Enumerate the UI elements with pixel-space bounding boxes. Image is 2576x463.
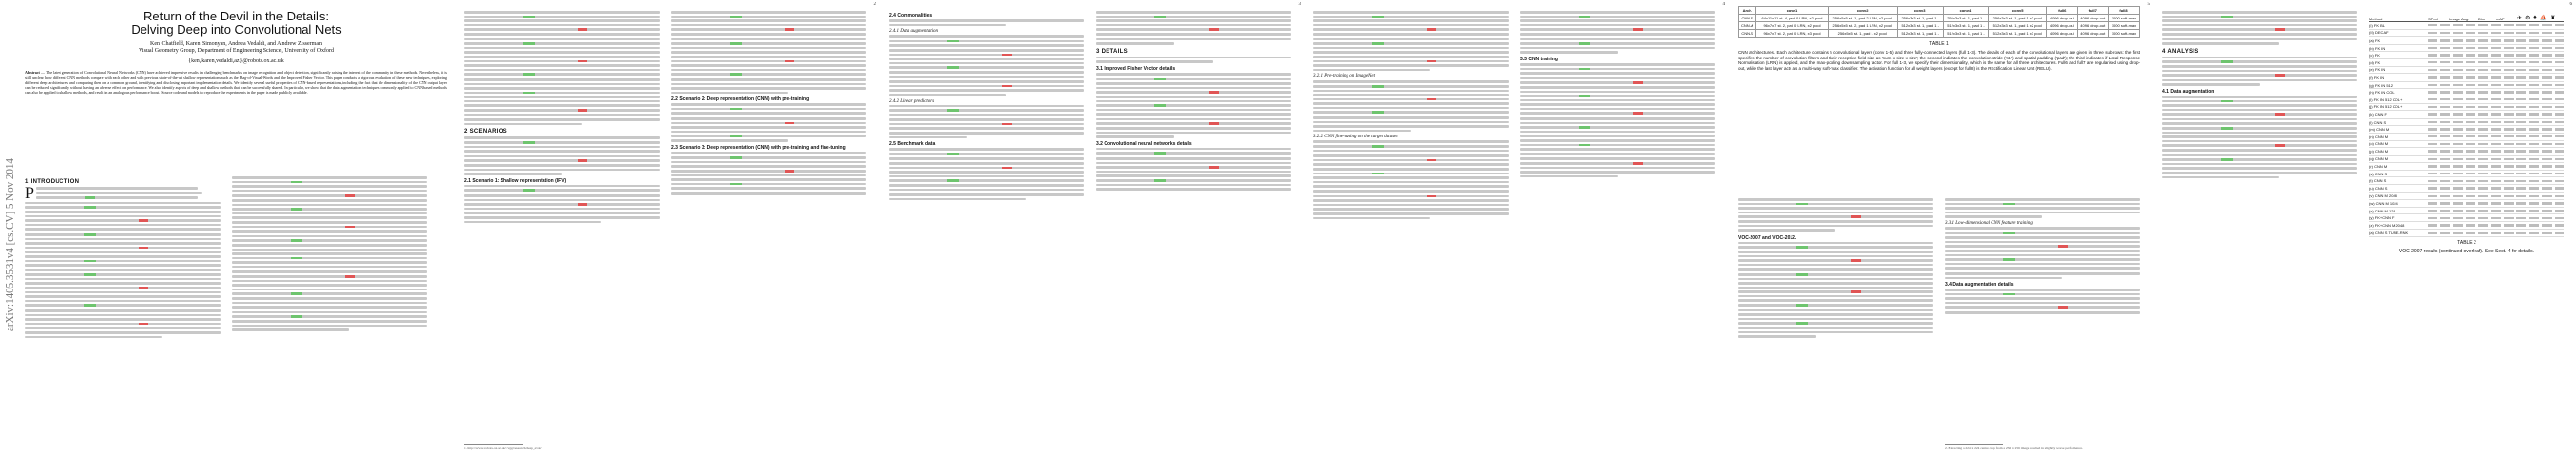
abstract: Abstract — The latest generation of Convolutional Neural Networks (CNN) have achieved impressive results in challenging benchmarks on image recognition and object detection, significantly raising the interest of the community in these methods. Nevertheless, it is still unclear how different CNN methods compare with each other and with previous state-of-the-art shallow representations such as the Bag-of-Visual-Words and the Improved Fisher Vector. This paper conducts a rigorous evaluation of these new techniques, exploring different deep architectures and comparing them on a common ground, identifying and disclosing important implementation details. We identify several useful properties of CNN-based representations, including the fact that the dimensionality of the CNN output layer can be reduced significantly without having an adverse effect on performance. We also identify aspects of deep and shallow methods that can be successfully shared. In particular, we show that the data augmentation techniques commonly applied to CNN-based methods can also be applied to shallow methods, and result in an analogous performance boost. Source code and models to reproduce the experiments in the paper is made publicly available.	[25, 70, 447, 95]
table-row	[2369, 104, 2564, 112]
table-cell: 512x3x3 st. 1, pad 1 x3 pool	[1989, 30, 2047, 38]
table-header: conv1	[1756, 7, 1828, 15]
result-cells	[2428, 106, 2564, 108]
result-cells	[2428, 54, 2564, 56]
arxiv-stamp	[4, 146, 18, 331]
result-cells	[2428, 165, 2564, 167]
method-label: (II) DECAF	[2369, 30, 2389, 36]
table-row	[2369, 163, 2564, 171]
text-block	[889, 105, 1084, 139]
text-block	[889, 35, 1084, 96]
table-header: full6	[2047, 7, 2077, 15]
result-cells	[2428, 98, 2564, 100]
table-cell: 1000 soft-max	[2108, 30, 2139, 38]
text-block	[2162, 57, 2357, 86]
table-cell: 4096 drop-out	[2047, 22, 2077, 30]
section-low-dim-cnn: 3.3.1 Low-dimensional CNN feature training	[1945, 220, 2033, 226]
title-line-2: Delving Deep into Convolutional Nets	[131, 22, 342, 37]
table-row	[2369, 185, 2564, 193]
table-row	[2369, 74, 2564, 82]
p3-col-right	[1096, 10, 1291, 194]
paper-title	[25, 10, 447, 37]
section-introduction: 1 INTRODUCTION	[25, 179, 80, 185]
table-row	[2369, 222, 2564, 230]
authors: Ken Chatfield, Karen Simonyan, Andrea Vedaldi, and Andrew Zisserman	[149, 41, 322, 47]
bicycle-icon: ⚙	[2525, 16, 2531, 21]
section-cnn-training: 3.3 CNN training	[1520, 56, 1558, 62]
method-label: (k) CNN F	[2369, 111, 2387, 117]
result-cells	[2428, 128, 2564, 130]
page-1	[20, 2, 454, 458]
table-body	[2369, 22, 2564, 254]
section-pretraining: 3.2.1 Pre-training on ImageNet	[1313, 74, 1376, 80]
table-2-label: TABLE 2	[2457, 240, 2476, 247]
table-header: conv3	[1897, 7, 1943, 15]
table-cell: 4096 drop-out	[2077, 30, 2108, 38]
method-label: (r) CNN M	[2369, 164, 2388, 170]
email: {ken,karen,vedaldi,az}@robots.ox.ac.uk	[188, 58, 284, 64]
text-block	[671, 103, 866, 141]
footnote-1: 1. http://www.robots.ox.ac.uk/~vgg/research/deep_eval/	[464, 446, 542, 450]
section-analysis: 4 ANALYSIS	[2162, 48, 2199, 55]
table-row	[2369, 22, 2564, 30]
table-row	[2369, 59, 2564, 67]
result-cells	[2428, 195, 2564, 197]
text-block	[889, 148, 1084, 200]
table-row	[2369, 45, 2564, 53]
footnote	[464, 444, 660, 451]
table-row	[2369, 82, 2564, 90]
table-2-caption: VOC 2007 results (continued overleaf). See Sect. 4 for details.	[2398, 249, 2535, 255]
text-block	[1945, 198, 2140, 218]
table-row	[2369, 193, 2564, 201]
page-5	[1732, 2, 2152, 458]
abstract-text: The latest generation of Convolutional Neural Networks (CNN) have achieved impressive results in challenging benchmarks on image recognition and object detection, significantly raising the interest of the community in these methods. Nevertheless, it is still unclear how different CNN methods compare with each other and with previous state-of-the-art shallow representations such as the Bag-of-Visual-Words and the Improved Fisher Vector. This paper conducts a rigorous evaluation of these new techniques, exploring different deep architectures and comparing them on a common ground, identifying and disclosing important implementation details. We identify several useful properties of CNN-based representations, including the fact that the dimensionality of the CNN output layer can be reduced significantly without having an adverse effect on performance. We also identify aspects of deep and shallow methods that can be successfully shared. In particular, we show that the data augmentation techniques commonly applied to CNN-based methods can also be applied to shallow methods, and result in an analogous performance boost. Source code and models to reproduce the experiments in the paper is made publicly available.	[25, 70, 447, 95]
table-cell: 512x3x3 st. 1, pad 1 -	[1897, 22, 1943, 30]
p4-col-left	[1313, 10, 1509, 222]
table-row	[2369, 141, 2564, 149]
text-block	[25, 202, 221, 338]
text-block	[1096, 11, 1291, 45]
p2-col-right	[671, 10, 866, 198]
p4-col-right	[1520, 10, 1715, 180]
page-number: 2	[873, 2, 876, 7]
section-linear-predictors: 2.4.2 Linear predictors	[889, 98, 935, 104]
table-cell: CNN-M	[1739, 22, 1756, 30]
section-data-aug-details: 3.4 Data augmentation details	[1945, 282, 2014, 289]
table-cell: 4096 drop-out	[2047, 30, 2077, 38]
table-cell: 256x3x3 st. 1, pad 1 -	[1943, 15, 1989, 22]
p2-col-left	[464, 10, 660, 226]
class-icons	[2517, 15, 2555, 21]
text-block	[671, 11, 866, 94]
table-header-row	[1739, 7, 2140, 15]
table-cell: 4096 drop-out	[2077, 15, 2108, 22]
section-scenario-1: 2.1 Scenario 1: Shallow representation (IFV)	[464, 177, 567, 184]
bottle-icon: ♜	[2550, 16, 2556, 21]
table-header: Dim	[2478, 17, 2486, 21]
table-cell: 512x3x3 st. 1, pad 1 x2 pool	[1989, 22, 2047, 30]
table-cell: 96x7x7 st. 2, pad 0 LRN, x3 pool	[1756, 30, 1828, 38]
result-cells	[2428, 150, 2564, 152]
result-cells	[2428, 47, 2564, 49]
table-cell: 1000 soft-max	[2108, 22, 2139, 30]
text-block	[464, 185, 660, 223]
result-cells	[2428, 232, 2564, 234]
method-label: (t) CNN S	[2369, 178, 2387, 184]
text-block	[1520, 11, 1715, 54]
text-block	[1313, 11, 1509, 71]
bird-icon: ♠	[2533, 15, 2537, 20]
text-block	[1945, 289, 2140, 314]
p1-col-left	[25, 175, 221, 341]
table-cell: 64x11x11 st. 4, pad 0 LRN, x2 pool	[1756, 15, 1828, 22]
result-cells	[2428, 143, 2564, 145]
table-row	[2369, 230, 2564, 238]
table-1	[1738, 6, 2140, 74]
text-block	[2162, 96, 2357, 178]
method-label: (w) CNN M 1024	[2369, 201, 2398, 207]
page-number: 4	[1722, 2, 1725, 7]
result-cells	[2428, 173, 2564, 174]
footnote	[1945, 444, 2140, 451]
table-row	[2369, 134, 2564, 141]
table-cell: 256x5x5 st. 1, pad 1 x2 pool	[1828, 30, 1897, 38]
table-row	[2369, 177, 2564, 185]
result-cells	[2428, 76, 2564, 78]
result-cells	[2428, 187, 2564, 189]
text-block	[1738, 242, 1933, 338]
text-block	[1738, 198, 1933, 232]
table-header-row	[2369, 10, 2564, 22]
p5-col-right	[1945, 197, 2140, 317]
table-cell: 4096 drop-out	[2047, 15, 2077, 22]
table-row	[1739, 22, 2140, 30]
result-cells	[2428, 121, 2564, 123]
text-block	[464, 11, 660, 125]
table-row	[2369, 119, 2564, 127]
result-cells	[2428, 84, 2564, 86]
section-scenario-2: 2.2 Scenario 2: Deep representation (CNN) with pre-training	[671, 96, 810, 103]
voc2007-results-table	[2369, 10, 2564, 254]
method-label: (m) CNN M	[2369, 127, 2390, 133]
text-block	[1096, 148, 1291, 191]
p3-col-left	[889, 10, 1084, 203]
title-block	[25, 2, 447, 95]
footnote-2: 2. Extracting a 224 x 224 centre crop from a 256 x 256 image resulted in slightly worse performance.	[1945, 446, 2083, 450]
table-cell: 96x7x7 st. 2, pad 0 LRN, x2 pool	[1756, 22, 1828, 30]
method-label: (v) CNN M 2048	[2369, 193, 2397, 199]
result-cells	[2428, 158, 2564, 160]
page-number: 3	[1298, 2, 1301, 7]
result-cells	[2428, 32, 2564, 34]
table-row	[1739, 15, 2140, 22]
text-block	[671, 152, 866, 195]
method-label: (z) FK+CNN M 2048	[2369, 222, 2405, 228]
method-label: (l) CNN S	[2369, 119, 2387, 125]
arxiv-id: arXiv:1405.3531v4 [cs.CV] 5 Nov 2014	[4, 158, 16, 331]
text-block	[889, 19, 1084, 26]
title-line-1: Return of the Devil in the Details:	[142, 9, 330, 23]
method-label: (d) FK	[2369, 59, 2381, 65]
result-cells	[2428, 39, 2564, 41]
dropcap: P	[25, 185, 34, 202]
table-header: Method	[2369, 17, 2383, 21]
text-block	[36, 187, 221, 199]
table-header: conv4	[1943, 7, 1989, 15]
table-header: full7	[2077, 7, 2108, 15]
table-header: SPool	[2428, 17, 2438, 21]
result-cells	[2428, 91, 2564, 93]
method-label: (x) CNN M 128	[2369, 208, 2395, 213]
page-2	[459, 2, 878, 458]
table-header: full8	[2108, 7, 2139, 15]
section-cnn-details: 3.2 Convolutional neural networks details	[1096, 140, 1192, 147]
section-benchmark-data: 2.5 Benchmark data	[889, 141, 936, 148]
table-cell: 256x3x3 st. 1, pad 1 -	[1897, 15, 1943, 22]
table-cell: 512x3x3 st. 1, pad 1 -	[1897, 30, 1943, 38]
table-header: Arch.	[1739, 7, 1756, 15]
section-commonalities: 2.4 Commonalities	[889, 13, 933, 19]
table-row	[2369, 89, 2564, 96]
text-block	[1096, 57, 1291, 63]
method-label: (y) FK+CNN F	[2369, 215, 2395, 221]
text-block	[1313, 80, 1509, 132]
result-cells	[2428, 61, 2564, 63]
boat-icon: ⛵	[2539, 16, 2548, 21]
result-cells	[2428, 69, 2564, 71]
page-6	[2156, 2, 2574, 458]
method-label: (h) FK IN COL	[2369, 90, 2395, 96]
result-cells	[2428, 202, 2564, 204]
table-row	[2369, 52, 2564, 59]
table-1-label: TABLE 1	[1929, 41, 1949, 47]
result-cells	[2428, 113, 2564, 115]
table-row	[2369, 148, 2564, 156]
text-block	[1313, 140, 1509, 219]
table-header: mAP	[2496, 17, 2505, 21]
text-block	[464, 136, 660, 174]
section-analysis-data-aug: 4.1 Data augmentation	[2162, 88, 2215, 95]
text-block	[1520, 63, 1715, 177]
section-details: 3 DETAILS	[1096, 48, 1128, 55]
method-label: (b) FK IN	[2369, 45, 2386, 51]
p5-col-left	[1738, 197, 1933, 341]
text-block	[1945, 227, 2140, 279]
table-cell: 512x3x3 st. 1, pad 1 -	[1943, 30, 1989, 38]
table-cell: 1000 soft-max	[2108, 15, 2139, 22]
abstract-label: Abstract	[25, 70, 40, 75]
method-label: (o) CNN M	[2369, 141, 2389, 147]
table-row	[2369, 37, 2564, 45]
p6-col-left	[2162, 10, 2357, 181]
text-block	[232, 176, 427, 331]
table-row	[2369, 156, 2564, 164]
p1-col-right	[232, 175, 427, 334]
cnn-architecture-table	[1738, 6, 2140, 38]
p6-col-right	[2369, 10, 2564, 257]
method-label: (i) FK IN 512 COL+	[2369, 96, 2403, 102]
table-cell: CNN-S	[1739, 30, 1756, 38]
section-finetuning: 3.2.2 CNN fine-tuning on the target dataset	[1313, 135, 1398, 140]
table-cell: 256x5x5 st. 2, pad 1 LRN, x2 pool	[1828, 22, 1897, 30]
page-number: 6	[2569, 2, 2572, 7]
table-cell: 512x3x3 st. 1, pad 1 -	[1943, 22, 1989, 30]
page-3	[883, 2, 1303, 458]
table-header: conv2	[1828, 7, 1897, 15]
page-4	[1308, 2, 1727, 458]
affiliation: Visual Geometry Group, Department of Engineering Science, University of Oxford	[138, 48, 335, 54]
table-header: Image Aug.	[2449, 17, 2470, 21]
table-cell: 256x5x5 st. 1, pad 2 LRN, x2 pool	[1828, 15, 1897, 22]
table-row	[2369, 208, 2564, 215]
table-cell: 256x3x3 st. 1, pad 1 x2 pool	[1989, 15, 2047, 22]
table-cell: 4096 drop-out	[2077, 22, 2108, 30]
plane-icon: ✈	[2517, 16, 2523, 21]
result-cells	[2428, 210, 2564, 212]
table-row	[2369, 67, 2564, 75]
method-label: (a) FK	[2369, 37, 2381, 43]
table-cell: CNN-F	[1739, 15, 1756, 22]
table-row	[1739, 30, 2140, 38]
table-row	[2369, 214, 2564, 222]
result-cells	[2428, 217, 2564, 219]
text-block	[1096, 73, 1291, 138]
table-header: conv5	[1989, 7, 2047, 15]
method-label: (j) FK IN 512 COL+	[2369, 104, 2403, 110]
text-block	[2162, 11, 2357, 45]
section-scenario-3: 2.3 Scenario 3: Deep representation (CNN) with pre-training and fine-tuning	[671, 144, 846, 151]
method-label: (a) CNN S TUNE-RNK	[2369, 230, 2409, 236]
result-cells	[2428, 180, 2564, 182]
method-label: (e) FK IN	[2369, 67, 2386, 73]
table-row	[2369, 126, 2564, 134]
table-row	[2369, 111, 2564, 119]
section-voc: VOC-2007 and VOC-2012.	[1738, 234, 1797, 241]
section-scenarios: 2 SCENARIOS	[464, 129, 507, 135]
table-row	[2369, 171, 2564, 178]
table-row	[2369, 30, 2564, 38]
method-label: (g) FK IN 512	[2369, 82, 2394, 88]
method-label: (f) FK IN	[2369, 74, 2385, 80]
section-ifv-details: 3.1 Improved Fisher Vector details	[1096, 65, 1176, 72]
section-data-augmentation: 2.4.1 Data augmentation	[889, 29, 938, 35]
method-label: (p) CNN M	[2369, 148, 2389, 154]
page-number: 5	[2147, 2, 2150, 7]
result-cells	[2428, 224, 2564, 226]
method-label: (I) FK BL	[2369, 22, 2386, 28]
result-cells	[2428, 135, 2564, 137]
table-row	[2369, 96, 2564, 104]
result-cells	[2428, 24, 2564, 26]
table-row	[2369, 200, 2564, 208]
method-label: (s) CNN S	[2369, 171, 2388, 176]
method-label: (u) CNN S	[2369, 185, 2388, 191]
table-1-caption: CNN architectures. Each architecture contains 5 convolutional layers (conv 1-5) and three fully-connected layers (full 1-3). The details of each of the convolutional layers are given in three sub-rows: the first specifies the number of convolution filters and their receptive field size as 'num x size x size'; the second indicates the convolution stride ('st.') and spatial padding ('pad'); the third indicates if Local Response Normalisation (LRN) is applied, and the max-pooling downsampling factor. For full 1-3, we specify their dimensionality, which is the same for all three architectures. Full6 and full7 are regularised using drop-out, while the last layer acts as a multi-way soft-max classifier. The activation function for all weight layers (except for full8) is the REctification Linear Unit (RELU).	[1738, 50, 2140, 71]
method-label: (c) FK	[2369, 53, 2380, 58]
method-label: (n) CNN M	[2369, 134, 2389, 139]
method-label: (q) CNN M	[2369, 156, 2389, 162]
